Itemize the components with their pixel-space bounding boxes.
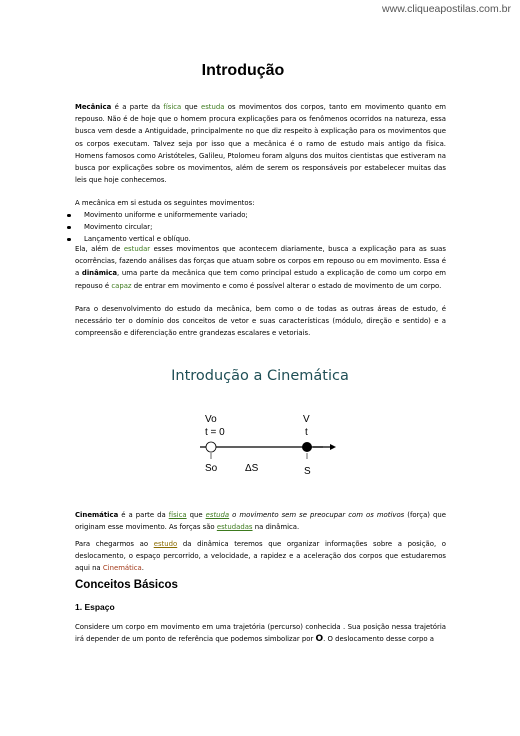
link-estudar[interactable]: estudar (123, 245, 151, 253)
text: Para chegarmos ao (75, 540, 154, 548)
diagram-label-v0: Vo (205, 414, 217, 425)
diagram-label-s: S (304, 466, 311, 477)
link-estudo[interactable]: estudo (153, 540, 178, 548)
text: da dinâmica teremos que organizar informações sobre a posição, o deslocamento, o espaço percorrido, a velocidade, a rapidez e a aceleração dos corpos que estudaremos aqui na (75, 540, 446, 573)
direction-arrow-icon (330, 444, 336, 450)
link-estudadas[interactable]: estudadas (216, 523, 253, 532)
text: o movimento sem se preocupar com os motivos (229, 511, 405, 519)
list-intro: A mecânica em si estuda os seguintes movimentos: (75, 199, 255, 207)
term-dinamica: dinâmica (81, 269, 118, 278)
espaco-paragraph (75, 621, 446, 645)
symbol-origin: O (315, 634, 324, 645)
link-fisica[interactable]: física (163, 103, 182, 111)
text: na dinâmica. (252, 523, 300, 532)
intro-paragraph-dinamica (75, 243, 446, 292)
diagram-label-delta-s: ΔS (245, 463, 259, 474)
diagram-label-s0: So (205, 463, 218, 474)
text: (força) que originam esse movimento. As forças são (75, 511, 446, 532)
text: os movimentos dos corpos, tanto em movimento quanto em repouso. Não é de hoje que o homem procura explicações para os fenômenos ocorridos na natureza, essa busca vem desde a Antiguidade, principalmente no que diz respeito à explicação para os movimentos que os corpos executam. Talvez seja por isso que a mecânica é o ramo de estudo mais antigo da física. Homens famosos como Aristóteles, Galileu, Ptolomeu foram alguns dos muitos cientistas que estiveram na busca por explicações sobre os movimentos, além de serem os responsáveis por estabelecer muitas das leis que hoje conhecemos. (75, 103, 446, 185)
movement-diagram (195, 409, 345, 479)
diagram-label-v: V (303, 414, 310, 425)
link-fisica[interactable]: física (168, 511, 187, 519)
text: . O deslocamento desse corpo a (323, 635, 435, 644)
list-item: Movimento uniforme e uniformemente variado; (75, 209, 446, 221)
link-capaz[interactable]: capaz (111, 281, 132, 290)
cinematica-paragraph-organizacao (75, 538, 446, 575)
link-estuda[interactable]: estuda (205, 511, 230, 519)
initial-position-circle (206, 442, 216, 452)
term-mecanica: Mecânica (75, 103, 112, 111)
text: . (141, 564, 144, 573)
text: que (181, 103, 201, 111)
text: , uma parte da mecânica que tem como principal estudo a explicação de como um corpo em repouso é (75, 269, 446, 290)
list-item: Lançamento vertical e oblíquo. (75, 233, 446, 245)
list-item: Movimento circular; (75, 221, 446, 233)
text: esses movimentos que acontecem diariamente, busca a explicação para as suas ocorrências, fazendo análises das forças que atuam sobre os corpos em repouso ou em movimento. Essa é a (75, 245, 446, 278)
text: Considere um corpo em movimento em uma trajetória (percurso) conhecida . Sua posição nessa trajetória irá depender de um ponto de referência que podemos simbolizar por (75, 623, 446, 644)
intro-paragraph-mecanica (75, 101, 446, 186)
final-position-dot (302, 442, 312, 452)
text: é a parte da (111, 103, 164, 111)
intro-paragraph-vetores: Para o desenvolvimento do estudo da mecânica, bem como o de todas as outras áreas de estudo, é necessário ter o domínio dos conceitos de vetor e suas características (módulo, direção e sentido) e a compreensão e diferenciação entre grandezas escalares e vetoriais. (75, 305, 446, 338)
heading-espaco: 1. Espaço (75, 602, 115, 612)
text: é a parte da (118, 511, 169, 519)
site-url[interactable]: www.cliqueapostilas.com.br (382, 3, 511, 15)
page-title: Introdução (201, 62, 285, 79)
term-cinematica: Cinemática (75, 511, 119, 519)
diagram-label-t: t (305, 427, 308, 438)
text: Ela, além de (75, 245, 124, 253)
text: de entrar em movimento e como é possível alterar o estado de movimento de um corpo. (131, 281, 442, 290)
diagram-label-t0: t = 0 (205, 427, 225, 438)
movements-list (75, 209, 446, 246)
cinematica-paragraph-definition (75, 509, 446, 533)
link-estuda[interactable]: estuda (200, 103, 225, 111)
heading-conceitos-basicos: Conceitos Básicos (75, 579, 178, 591)
section-title-cinematica: Introdução a Cinemática (171, 368, 349, 384)
link-cinematica[interactable]: Cinemática (102, 564, 142, 573)
text: que (186, 511, 206, 519)
